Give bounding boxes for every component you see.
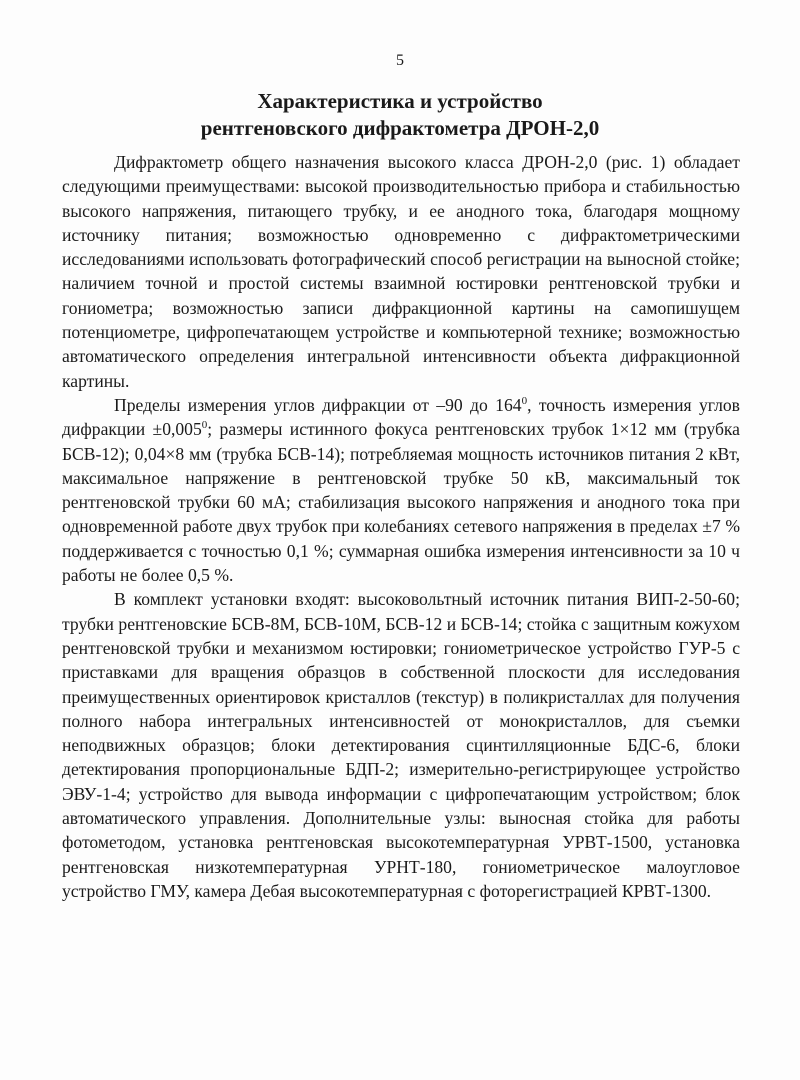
paragraph-specifications — [62, 393, 740, 587]
paragraph-components: В комплект установки входят: высоковольтный источник питания ВИП-2-50-60; трубки рентгеновские БСВ-8М, БСВ-10М, БСВ-12 и БСВ-14; стойка с защитным кожухом рентгеновской трубки и механизмом юстировки; гониометрическое устройство ГУР-5 с приставками для вращения образцов в собственной плоскости для исследования преимущественных ориентировок кристаллов (текстур) в поликристаллах для получения полного набора интегральных интенсивностей от монокристаллов, для съемки неподвижных образцов; блоки детектирования сцинтилляционные БДС-6, блоки детектирования пропорциональные БДП-2; измерительно-регистрирующее устройство ЭВУ-1-4; устройство для вывода информации с цифропечатающим устройством; блок автоматического управления. Дополнительные узлы: выносная стойка для работы фотометодом, установка рентгеновская высокотемпературная УРВТ-1500, установка рентгеновская низкотемпературная УРНТ-180, гониометрическое малоугловое устройство ГМУ, камера Дебая высокотемпературная с фоторегистрацией КРВТ-1300. — [62, 589, 740, 901]
page-number: 5 — [396, 52, 404, 69]
degree-superscript-1: 0 — [521, 395, 528, 408]
title-line-1: Характеристика и устройство — [257, 89, 543, 113]
body-text — [62, 150, 740, 903]
paragraph-advantages: Дифрактометр общего назначения высокого класса ДРОН-2,0 (рис. 1) обладает следующими преимуществами: высокой производительностью прибора и стабильностью высокого напряжения, питающего трубку, и ее анодного тока, благодаря мощному источнику питания; возможностью одновременно с дифрактометрическими исследованиями использовать фотографический способ регистрации на выносной стойке; наличием точной и простой системы взаимной юстировки рентгеновской трубки и гониометра; возможностью записи дифракционной картины на самопишущем потенциометре, цифропечатающем устройстве и компьютерной технике; возможностью автоматического определения интегральной интенсивности объекта дифракционной картины. — [62, 152, 740, 391]
spec-text-part-3: ; размеры истинного фокуса рентгеновских трубок 1×12 мм (трубка БСВ-12); 0,04×8 мм (трубка БСВ-14); потребляемая мощность источников питания 2 кВт, максимальное напряжение в рентгеновской трубке 50 кВ, максимальный ток рентгеновской трубки 60 мА; стабилизация высокого напряжения и анодного тока при одновременной работе двух трубок при колебаниях сетевого напряжения в пределах ±7 % поддерживается с точностью 0,1 %; суммарная ошибка измерения интенсивности за 10 ч работы не более 0,5 %. — [62, 419, 740, 586]
section-title — [0, 88, 800, 142]
spec-text-part-1: Пределы измерения углов дифракции от –90 до 164 — [114, 394, 522, 415]
degree-superscript-2: 0 — [201, 419, 208, 432]
title-line-2: рентгеновского дифрактометра ДРОН-2,0 — [200, 116, 600, 140]
spec-text-part-2: , точность измерения углов дифракции ±0,005 — [62, 394, 740, 440]
